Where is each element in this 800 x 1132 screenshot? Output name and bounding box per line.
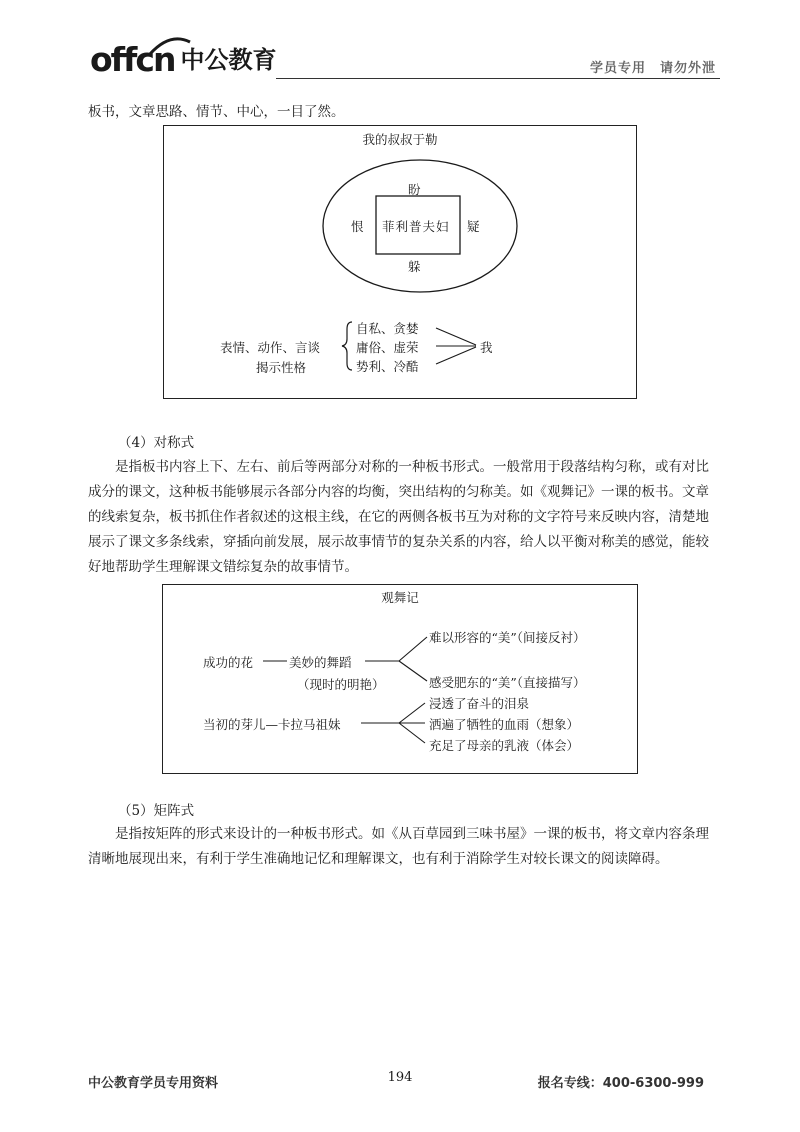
diagram1-right-word: 疑 [467, 219, 480, 234]
diagram-my-uncle-jules [163, 125, 637, 399]
diagram1-trait: 自私、贪婪 [356, 321, 419, 336]
diagram2-branch-1b [399, 661, 427, 681]
footer-hotline: 报名专线：400-6300-999 [537, 1076, 704, 1091]
section4-heading: （4）对称式 [118, 435, 195, 451]
offcn-logo [90, 42, 276, 78]
diagram2-row2-branch: 浸透了奋斗的泪泉 [429, 696, 530, 711]
diagram1-left-brace [342, 322, 352, 370]
diagram1-center-word: 菲利普夫妇 [382, 219, 450, 234]
diagram2-row2-branch: 洒遍了牺牲的血雨（想象） [429, 717, 580, 732]
diagram1-bottom-word: 躲 [408, 259, 421, 274]
diagram-dance-notes [162, 584, 638, 774]
diagram2-title: 观舞记 [381, 590, 419, 605]
diagram1-trait: 势利、冷酷 [356, 359, 419, 374]
diagram2-row1-mid: 美妙的舞蹈 [289, 655, 352, 670]
page-number: 194 [387, 1070, 413, 1085]
diagram1-left-word: 恨 [351, 219, 364, 234]
logo-arc-icon [148, 36, 192, 56]
diagram1-left-label: 表情、动作、言谈 [220, 340, 321, 355]
diagram2-row1-branch: 难以形容的“美”（间接反衬） [429, 630, 586, 645]
diagram2-branch-2a [399, 703, 425, 723]
diagram1-title: 我的叔叔于勒 [362, 132, 438, 147]
diagram2-row1-sub: （现时的明艳） [297, 677, 385, 692]
logo-wordmark: offcn [90, 40, 175, 79]
header-divider [276, 78, 720, 79]
intro-line: 板书，文章思路、情节、中心，一目了然。 [88, 104, 345, 120]
footer-left: 中公教育学员专用资料 [88, 1076, 219, 1091]
diagram1-left-sub: 揭示性格 [256, 360, 307, 375]
diagram1-arrow-1 [436, 328, 476, 345]
section5-body: 是指按矩阵的形式来设计的一种板书形式。如《从百草园到三味书屋》一课的板书，将文章内容条理清晰地展现出来，有利于学生准确地记忆和理解课文，也有利于消除学生对较长课文的阅读障碍。 [88, 826, 709, 867]
diagram2-row1-left: 成功的花 [203, 655, 254, 670]
diagram1-trait: 庸俗、虚荣 [356, 340, 419, 355]
diagram2-branch-2c [399, 723, 425, 743]
diagram2-branch-1a [399, 637, 427, 661]
diagram2-row1-branch: 感受肥东的“美”（直接描写） [429, 675, 586, 690]
diagram1-top-word: 盼 [408, 182, 421, 197]
diagram1-target: 我 [480, 340, 493, 355]
diagram1-arrow-3 [436, 347, 476, 364]
section5-heading: （5）矩阵式 [118, 803, 195, 819]
header-note: 学员专用 请勿外泄 [589, 61, 716, 76]
section4-body: 是指板书内容上下、左右、前后等两部分对称的一种板书形式。一般常用于段落结构匀称，或有对比成分的课文，这种板书能够展示各部分内容的均衡，突出结构的匀称美。如《观舞记》一课的板书。文章的线索复杂，板书抓住作者叙述的这根主线，在它的两侧各板书互为对称的文字符号来反映内容，清楚地展示了课文多条线索，穿插向前发展，展示故事情节的复杂关系的内容，给人以平衡对称美的感觉，能较好地帮助学生理解课文错综复杂的故事情节。 [88, 459, 709, 575]
diagram2-row2-left: 当初的芽儿—卡拉马祖妹 [203, 717, 341, 732]
diagram2-row2-branch: 充足了母亲的乳液（体会） [429, 738, 580, 753]
logo-chinese: 中公教育 [180, 46, 277, 74]
